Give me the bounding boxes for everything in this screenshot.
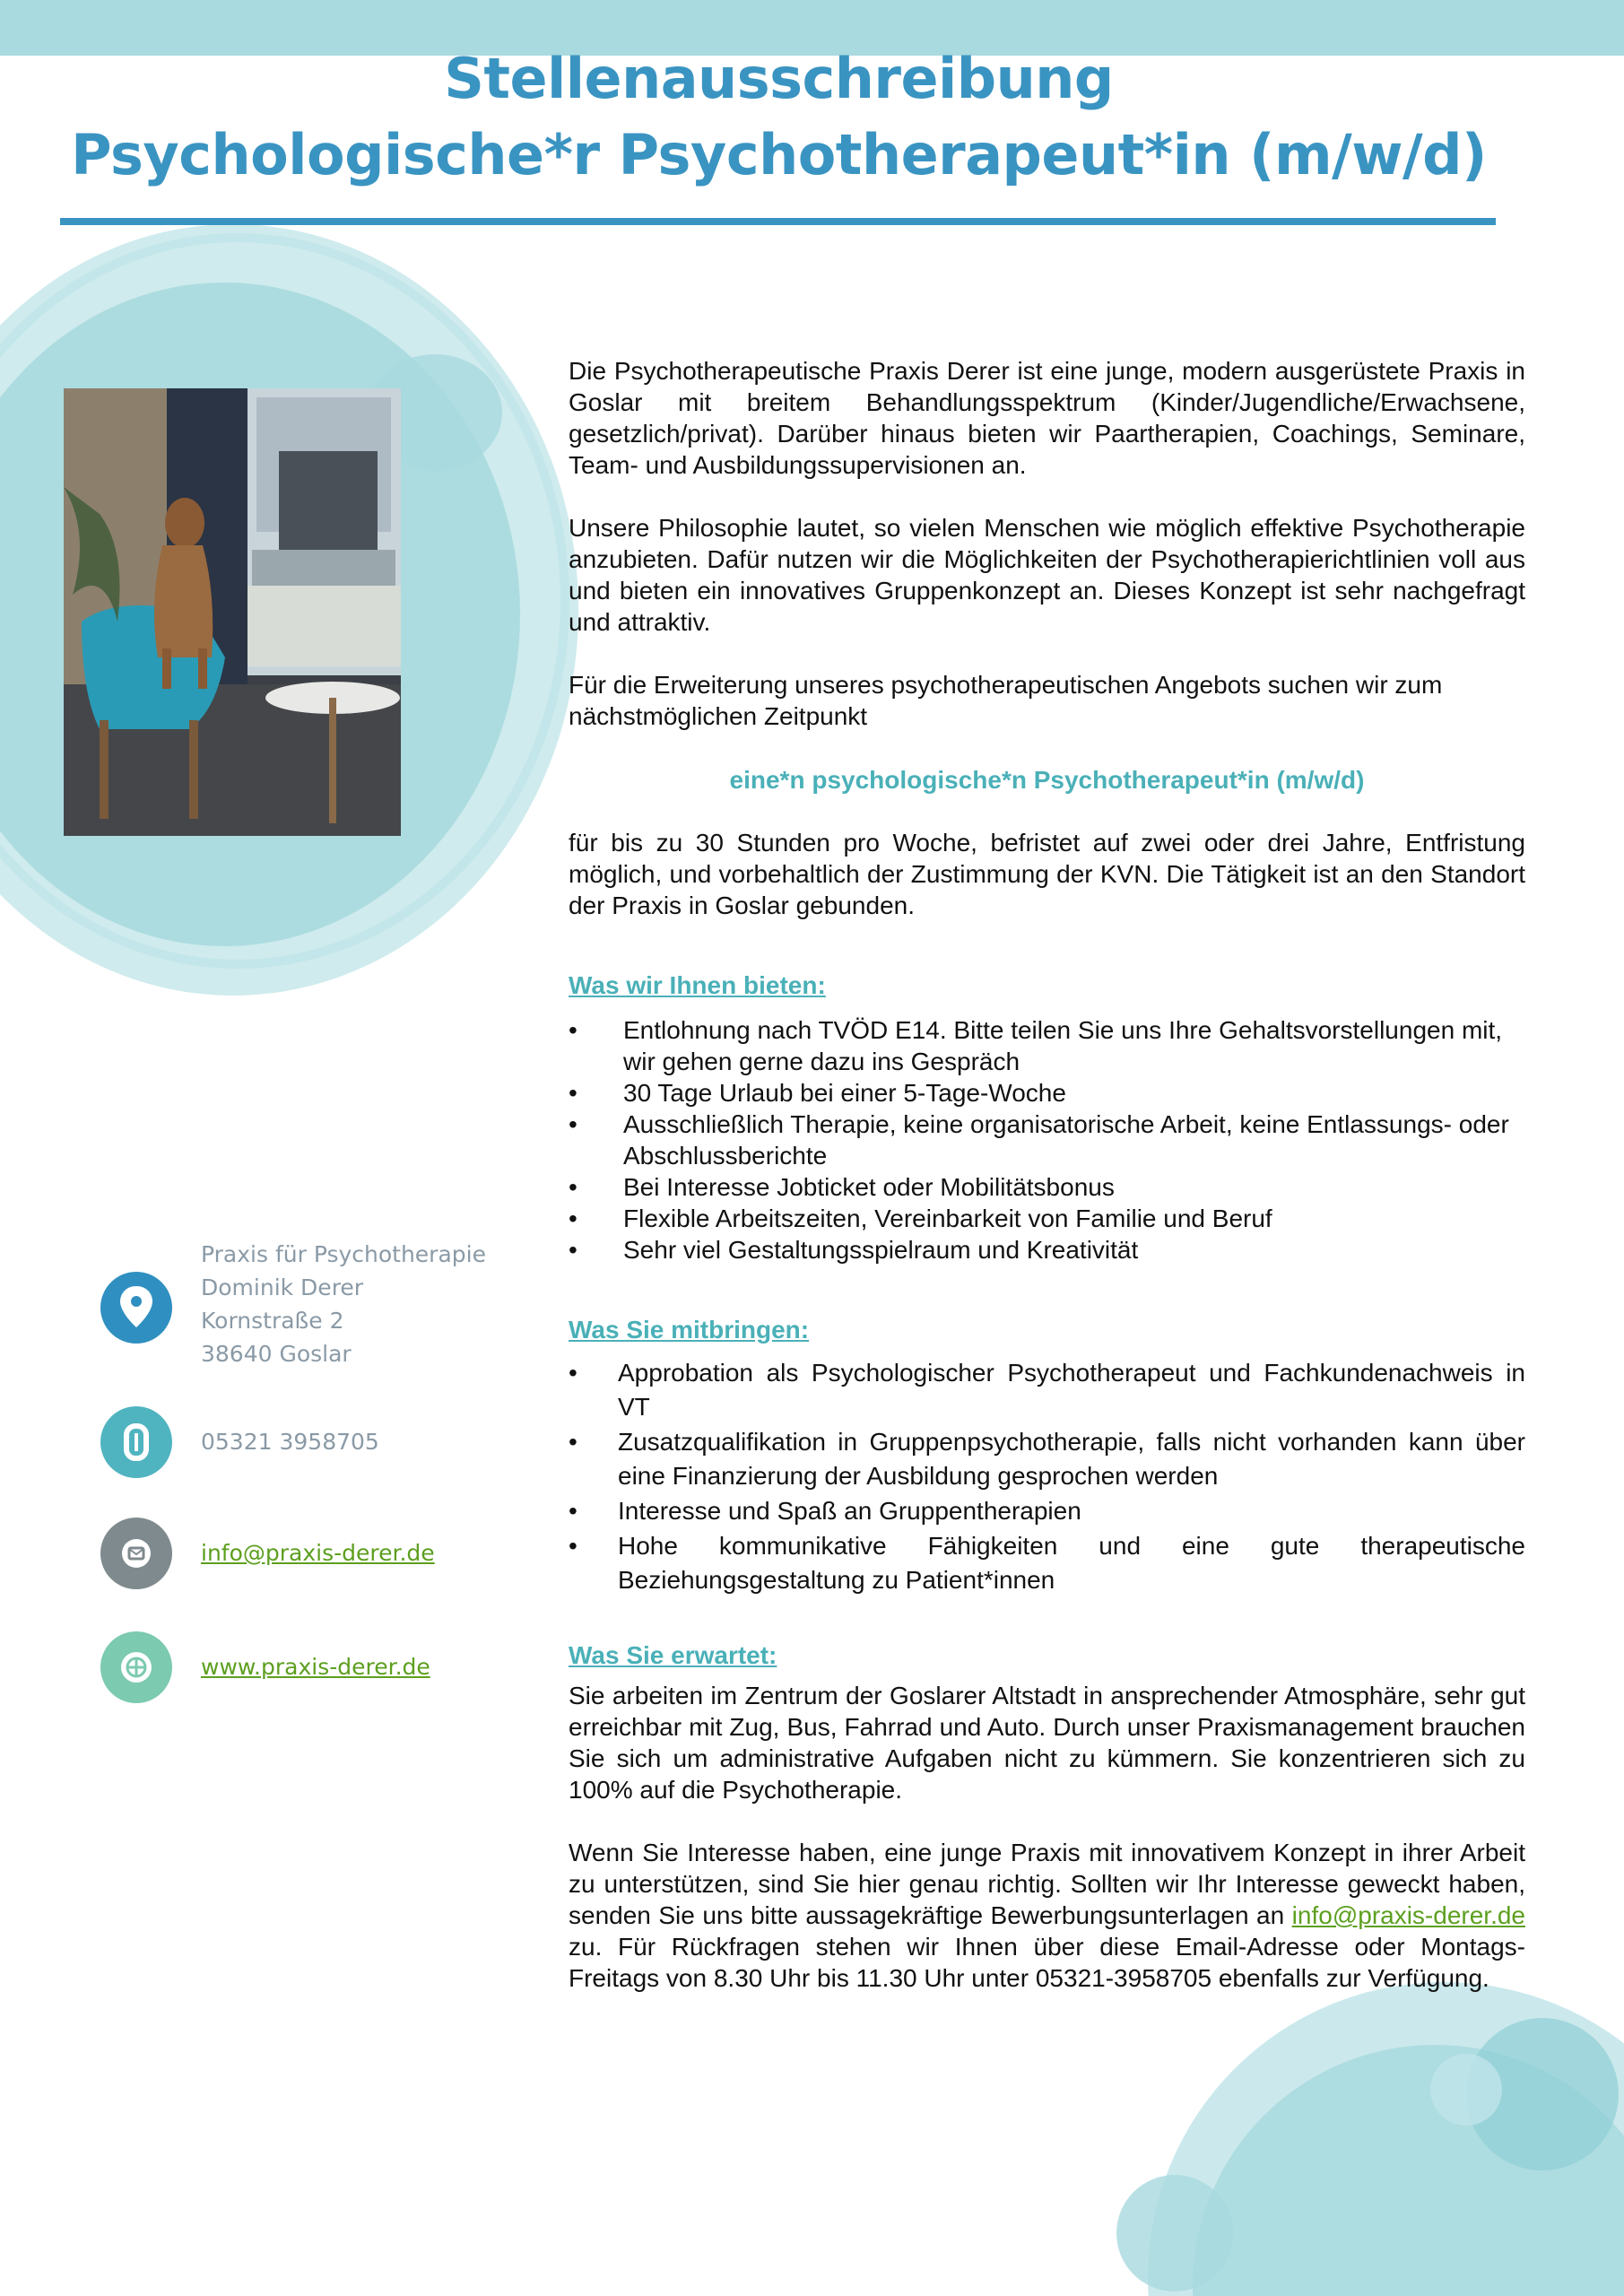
contact-line: Kornstraße 2 (201, 1308, 344, 1334)
mail-icon (100, 1518, 172, 1589)
section-heading-expect: Was Sie erwartet: (569, 1641, 777, 1669)
intro-paragraph: Die Psychotherapeutische Praxis Derer ist eine junge, modern ausgerüstete Praxis in Goslar mit breitem Behandlungsspektrum (Kinder/Jugendliche/Erwachsene, gesetzlich/privat). Darüber hinaus bieten wir Paartherapien, Coachings, Seminare, Team- und Ausbildungssupervisionen an. (569, 357, 1525, 479)
contact-website (100, 1631, 531, 1703)
contact-paragraph (569, 1837, 1525, 1994)
practice-photo-dog-on-chair (64, 388, 401, 836)
contact-website-link[interactable]: www.praxis-derer.de (201, 1654, 430, 1680)
location-pin-icon (100, 1272, 172, 1344)
list-item: • Sehr viel Gestaltungsspielraum und Kreativität (569, 1234, 1525, 1265)
phone-icon (100, 1406, 172, 1478)
section-heading-requirements: Was Sie mitbringen: (569, 1316, 810, 1344)
contact-email-link[interactable]: info@praxis-derer.de (201, 1540, 435, 1566)
list-item: • Hohe kommunikative Fähigkeiten und eine gute therapeutische Beziehungsgestaltung zu Patient*innen (569, 1529, 1525, 1597)
contact-line: 38640 Goslar (201, 1341, 352, 1367)
decorative-brush-circle-bottom-right (1058, 1982, 1624, 2296)
page-subtitle: Psychologische*r Psychotherapeut*in (m/w/d) (71, 122, 1487, 187)
requirements-list (569, 1356, 1525, 1597)
job-title: eine*n psychologische*n Psychotherapeut*in (m/w/d) (729, 766, 1365, 794)
main-content (569, 355, 1525, 1994)
list-item: • Approbation als Psychologischer Psychotherapeut und Fachkundenachweis in VT (569, 1356, 1525, 1424)
contact-address (100, 1238, 531, 1381)
contact-phone (100, 1406, 531, 1478)
offer-list (569, 1014, 1525, 1265)
globe-icon (100, 1631, 172, 1703)
contact-line: Praxis für Psychotherapie (201, 1241, 486, 1267)
philosophy-paragraph: Unsere Philosophie lautet, so vielen Menschen wie möglich effektive Psychotherapie anzubieten. Dafür nutzen wir die Möglichkeiten der Psychotherapierichtlinien voll aus und bieten ein innovatives Gruppenkonzept an. Dieses Konzept ist sehr nachgefragt und attraktiv. (569, 514, 1525, 636)
hours-paragraph: für bis zu 30 Stunden pro Woche, befristet auf zwei oder drei Jahre, Entfristung möglich, und vorbehaltlich der Zustimmung der KVN. Die Tätigkeit ist an den Standort der Praxis in Goslar gebunden. (569, 829, 1525, 919)
list-item: • Flexible Arbeitszeiten, Vereinbarkeit von Familie und Beruf (569, 1203, 1525, 1234)
application-email-link[interactable]: info@praxis-derer.de (1291, 1901, 1525, 1929)
list-item: • Bei Interesse Jobticket oder Mobilitätsbonus (569, 1171, 1525, 1203)
list-item: • Interesse und Spaß an Gruppentherapien (569, 1494, 1525, 1528)
contact-email (100, 1518, 531, 1589)
contact-paragraph-text: Wenn Sie Interesse haben, eine junge Praxis mit innovativem Konzept in ihrer Arbeit zu unterstützen, sind Sie hier genau richtig. Sollten wir Ihr Interesse geweckt haben, senden Sie uns bitte aussagekräftige Bewerbungsunterlagen an (569, 1839, 1525, 1929)
title-block (0, 43, 1558, 196)
list-item: • 30 Tage Urlaub bei einer 5-Tage-Woche (569, 1077, 1525, 1109)
contact-line: Dominik Derer (201, 1274, 364, 1300)
contact-paragraph-text: zu. Für Rückfragen stehen wir Ihnen über diese Email-Adresse oder Montags-Freitags von 8.30 Uhr bis 11.30 Uhr unter 05321-3958705 ebenfalls zur Verfügung. (569, 1933, 1525, 1992)
search-paragraph: Für die Erweiterung unseres psychotherapeutischen Angebots suchen wir zum nächstmöglichen Zeitpunkt (569, 671, 1443, 730)
section-heading-offer: Was wir Ihnen bieten: (569, 971, 826, 999)
page-title: Stellenausschreibung (444, 46, 1114, 111)
expect-paragraph: Sie arbeiten im Zentrum der Goslarer Altstadt in ansprechender Atmosphäre, sehr gut erreichbar mit Zug, Bus, Fahrrad und Auto. Durch unser Praxismanagement brauchen Sie sich um administrative Aufgaben nicht zu kümmern. Sie konzentrieren sich zu 100% auf die Psychotherapie. (569, 1682, 1525, 1804)
list-item: • Ausschließlich Therapie, keine organisatorische Arbeit, keine Entlassungs- oder Abschlussberichte (569, 1109, 1525, 1171)
list-item: • Entlohnung nach TVÖD E14. Bitte teilen Sie uns Ihre Gehaltsvorstellungen mit, wir gehen gerne dazu ins Gespräch (569, 1014, 1525, 1077)
contact-phone-number: 05321 3958705 (201, 1429, 379, 1455)
list-item: • Zusatzqualifikation in Gruppenpsychotherapie, falls nicht vorhanden kann über eine Finanzierung der Ausbildung gesprochen werden (569, 1425, 1525, 1493)
title-divider (60, 218, 1496, 225)
